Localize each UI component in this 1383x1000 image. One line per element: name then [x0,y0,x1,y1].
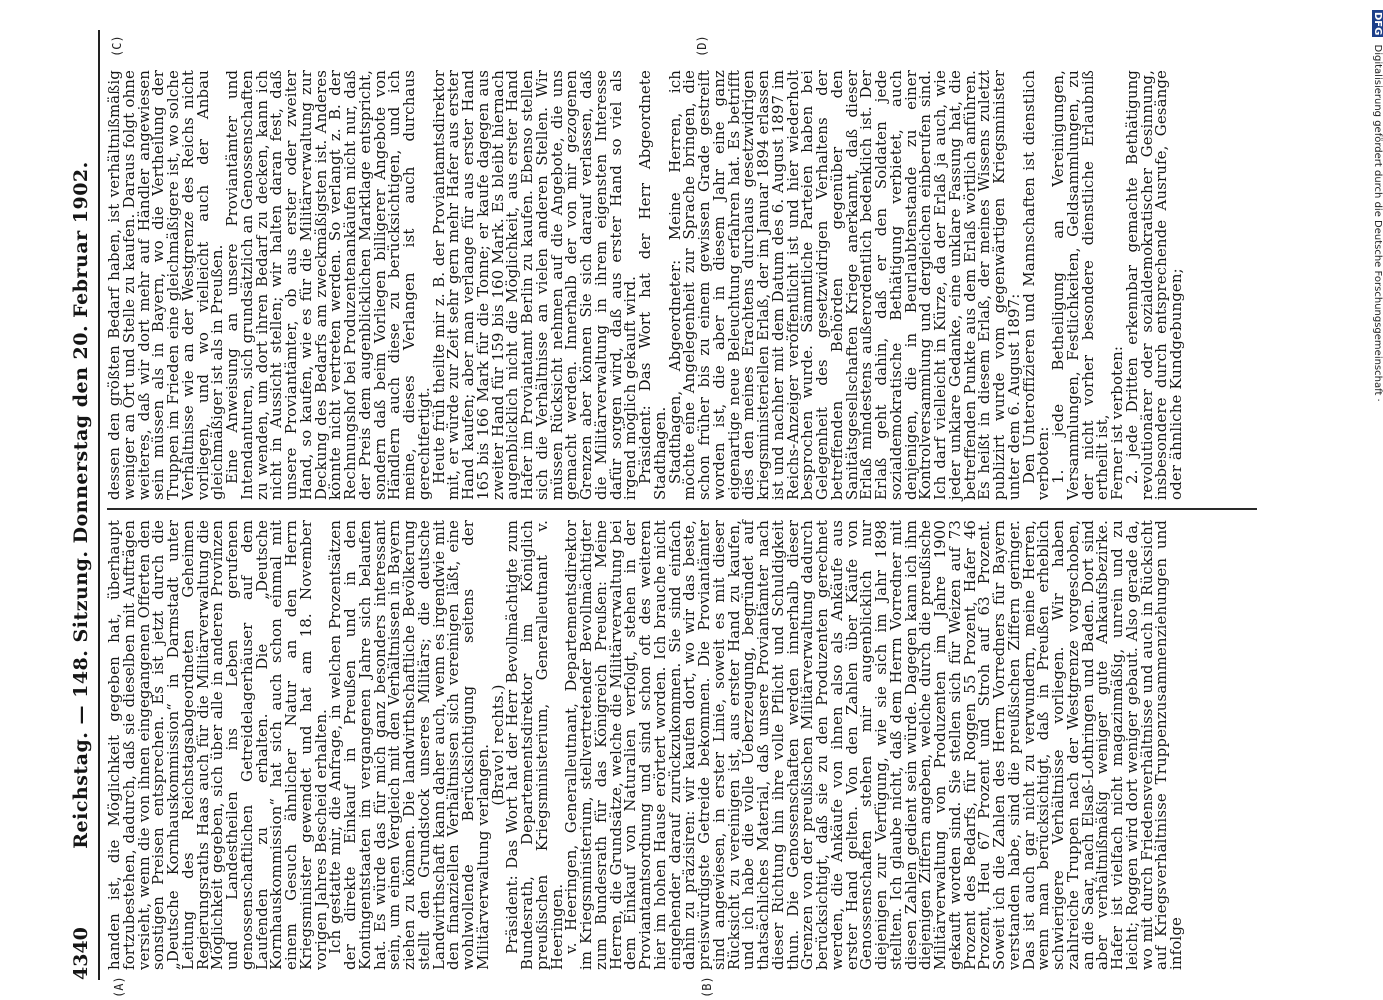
dfg-logo: DFG [1372,12,1383,36]
paragraph: Präsident: Das Wort hat der Herr Abgeordnete Stadthagen. [636,70,669,500]
right-text-column [107,70,1277,500]
paragraph: Eine Anweisung an unsere Proviantämter und Intendanturen, sich grundsätzlich an Genossenschaften zu wenden, um dort ihren Bedarf zu decken, kann ich nicht in Aussicht stellen; wir halten daran fest, daß unsere Proviantämter, ob aus erster oder zweiter Hand, so kaufen, wie es für die Militärverwaltung zur Deckung des Bedarfs am zweckmäßigsten ist. Anderes könnte nicht vertreten werden. So verlangt z. B. der Rechnungshof bei Produzentenankäufen nicht nur, daß der Preis dem augenblicklichen Marktlage entspricht, sondern daß beim Vorliegen billigerer Angebote von Händlern auch diese zu berücksichtigen, und ich meine, dieses Verlangen ist auch durchaus gerechtfertigt. [223,70,433,500]
paragraph: Den Unteroffizieren und Mannschaften ist dienstlich verboten: [1019,70,1053,500]
margin-mark-c: (C) [110,35,124,57]
paragraph: Ich gestatte mir, die Anfrage, in welchen Prozentsätzen der direkte Einkauf in Preußen und in den Kontingentstaaten im vergangenen Jahre sich belaufen hat. Es würde das für mich ganz besonders interessant sein, um einen Vergleich mit den Verhältnissen in Bayern ziehen zu können. Die landwirthschaftliche Bevölkerung stellt den Grundstock unseres Militärs; die deutsche Landwirthschaft kann daher auch, wenn es irgendwie mit den finanziellen Verhältnissen sich vereinigen läßt, eine wohlwollende Berücksichtigung seitens der Militärverwaltung verlangen. [326,520,492,970]
column-divider [107,508,1257,510]
paragraph: Präsident: Das Wort hat der Herr Bevollmächtigte zum Bundesrath, Departementsdirektor im Königlich preußischen Kriegsministerium, Generalleutnant v. Heeringen. [503,520,566,970]
list-item: 2. jede Dritten erkennbar gemachte Bethätigung revolutionärer oder sozialdemokratischer Gesinnung, insbesondere durch entsprechende Ausrufe, Gesänge oder ähnliche Kundgebungen; [1122,70,1185,500]
paragraph: Ferner ist verboten: [1108,345,1126,500]
list-item: 1. jede Betheiligung an Vereinigungen, Versammlungen, Festlichkeiten, Geldsammlungen, zu der nicht vorher besondere dienstliche Erlaubniß ertheilt ist, [1049,70,1112,500]
margin-mark-a: (A) [112,976,126,998]
credit-text: Digitalisierung gefördert durch die Deutsche Forschungsgemeinschaft · [1372,44,1383,402]
left-text-column [107,520,1277,970]
digitization-credit [1372,10,1383,402]
page-header [58,30,100,980]
paragraph: v. Heeringen, Generalleutnant, Departementsdirektor im Kriegsministerium, stellvertretender Bevollmächtigter zum Bundesrath für das Königreich Preußen: Meine Herren, die Grundsätze, welche die Militärverwaltung bei dem Einkauf von Naturalien verfolgt, stehen in der Proviantamtsordnung und sind schon oft des weiteren hier im hohen Hause erörtert worden. Ich brauche nicht eingehender darauf zurückzukommen. Sie sind einfach dahin zu präzisiren: wir kaufen dort, wo wir das beste, preiswürdigste Getreide bekommen. Die Proviantämter sind angewiesen, in erster Linie, soweit es mit dieser Rücksicht zu vereinigen ist, aus erster Hand zu kaufen, und ich habe die volle Ueberzeugung, begründet auf thatsächliches Material, daß unsere Proviantämter nach dieser Richtung hin ihre volle Pflicht und Schuldigkeit thun. Die Genossenschaften werden innerhalb dieser Grenzen von der preußischen Militärverwaltung dadurch berücksichtigt, daß sie zu den Produzenten gerechnet werden, die Ankäufe von ihnen also als Ankäufe aus erster Hand gelten. Von den Zahlen über Käufe von Genossenschaften stehen mir augenblicklich nur diejenigen zur Verfügung, wie sie sich im Jahr 1898 stellten. Ich glaube nicht, daß dem Herrn Vorredner mit diesen Zahlen gedient sein würde. Dagegen kann ich ihm diejenigen Ziffern angeben, welche durch die preußische Militärverwaltung von Produzenten im Jahre 1900 gekauft worden sind. Sie stellen sich für Weizen auf 73 Prozent des Bedarfs, für Roggen 55 Prozent, Hafer 46 Prozent, Heu 67 Prozent und Stroh auf 63 Prozent. Soweit ich die Zahlen des Herrn Vorredners für Bayern verstanden habe, sind die preußischen Ziffern geringer. Das ist auch gar nicht zu verwundern, meine Herren, wenn man berücksichtigt, daß in Preußen erheblich schwierigere Verhältnisse vorliegen. Wir haben zahlreiche Truppen nach der Westgrenze vorgeschoben, an die Saar, nach Elsaß-Lothringen und Baden. Dort sind aber verhältnißmäßig weniger gute Ankaufsbezirke. Hafer ist vielfach nicht magazinmäßig, unrein und zu leicht; Roggen wird dort weniger gebaut. Also gerade da, wo mit durch Friedensverhältnisse und auch in Rücksicht auf Kriegsverhältnisse Truppenzusammenziehungen und infolge [562,520,1185,970]
paragraph: Heute früh theilte mir z. B. der Proviantamtsdirektor mit, er würde zur Zeit sehr gern mehr Hafer aus erster Hand kaufen; aber man verlange für aus erster Hand 165 bis 166 Mark für die Tonne; er kaufe dagegen aus zweiter Hand für 159 bis 160 Mark. Es bleibt hiernach augenblicklich nicht die Möglichkeit, aus erster Hand Hafer im Proviantamt Berlin zu kaufen. Ebenso stellen sich die Verhältnisse an vielen anderen Stellen. Wir müssen Rücksicht nehmen auf die Angebote, die uns gemacht werden. Innerhalb der von mir gezogenen Grenzen aber können Sie sich darauf verlassen, daß die Militärverwaltung in ihrem eigensten Interesse dafür sorgen wird, daß aus erster Hand so viel als irgend möglich gekauft wird. [429,70,640,500]
running-title: Reichstag. — 148. Sitzung. Donnerstag den 20. Februar 1902. [70,161,92,849]
interjection: (Bravo! rechts.) [488,684,507,806]
paragraph: Stadthagen, Abgeordneter: Meine Herren, ich möchte eine Angelegenheit zur Sprache bringen, die schon früher bis zu einem gewissen Grade gestreift worden ist, die aber in diesem Jahr eine ganz eigenartige neue Beleuchtung erfahren hat. Es betrifft dies den meines Erachtens durchaus gesetzwidrigen kriegsministeriellen Erlaß, der im Januar 1894 erlassen ist und nachher mit dem Datum des 6. August 1897 im Reichs-Anzeiger veröffentlicht ist und hier wiederholt besprochen wurde. Sämmtliche Parteien haben bei Gelegenheit des gesetzwidrigen Verhaltens der betreffenden Behörden gegenüber den Sanitätsgesellschaften Kriege anerkannt, daß dieser Erlaß mindestens außerordentlich bedenklich ist. Der Erlaß geht dahin, daß er den Soldaten jede sozialdemokratische Bethätigung verbietet, auch denjenigen, die in Beurlaubtenstande zu einer Kontrolversammlung und dergleichen einberufen sind. Ich darf vielleicht in Kürze, da der Erlaß ja auch, wie jeder unklare Gedanke, eine unklare Fassung hat, die betreffenden Punkte aus dem Erlaß wörtlich anführen. Es heißt in diesem Erlaß, der meines Wissens zuletzt publizirt wurde vom gegenwärtigen Kriegsminister unter dem 6. August 1897: [665,70,1023,500]
margin-mark-b: (B) [700,976,714,998]
page-number: 4340 [70,927,92,980]
margin-mark-d: (D) [695,35,709,57]
paragraph: dessen den größten Bedarf haben, ist verhältnißmäßig weniger an Ort und Stelle zu kaufen. Daraus folgt ohne weiteres, daß wir dort mehr auf Händler angewiesen sein müssen als in Bayern, wo die Vertheilung der Truppen im Frieden eine gleichmäßigere ist, wo solche Verhältnisse wie an der Westgrenze des Reichs nicht vorliegen, und wo vielleicht auch der Anbau gleichmäßiger ist als in Preußen. [105,70,227,500]
paragraph: handen ist, die Möglichkeit gegeben hat, überhaupt fortzubestehen, dadurch, daß sie dieselben mit Aufträgen versieht, wenn die von ihnen eingegangenen Offerten den sonstigen Preisen entsprechen. Es ist jetzt durch die „Deutsche Kornhauskommission“ in Darmstadt unter Leitung des Reichstagsabgeordneten Geheimen Regierungsraths Haas auch für die Militärverwaltung die Möglichkeit gegeben, sich über alle in anderen Provinzen und Landestheilen ins Leben gerufenen genossenschaftlichen Getreidelagerhäuser auf dem Laufenden zu erhalten. Die „Deutsche Kornhauskommission“ hat sich auch schon einmal mit einem Gesuch ähnlicher Natur an den Herrn Kriegsminister gewendet und hat am 18. November vorigen Jahres Bescheid erhalten. [105,520,330,970]
